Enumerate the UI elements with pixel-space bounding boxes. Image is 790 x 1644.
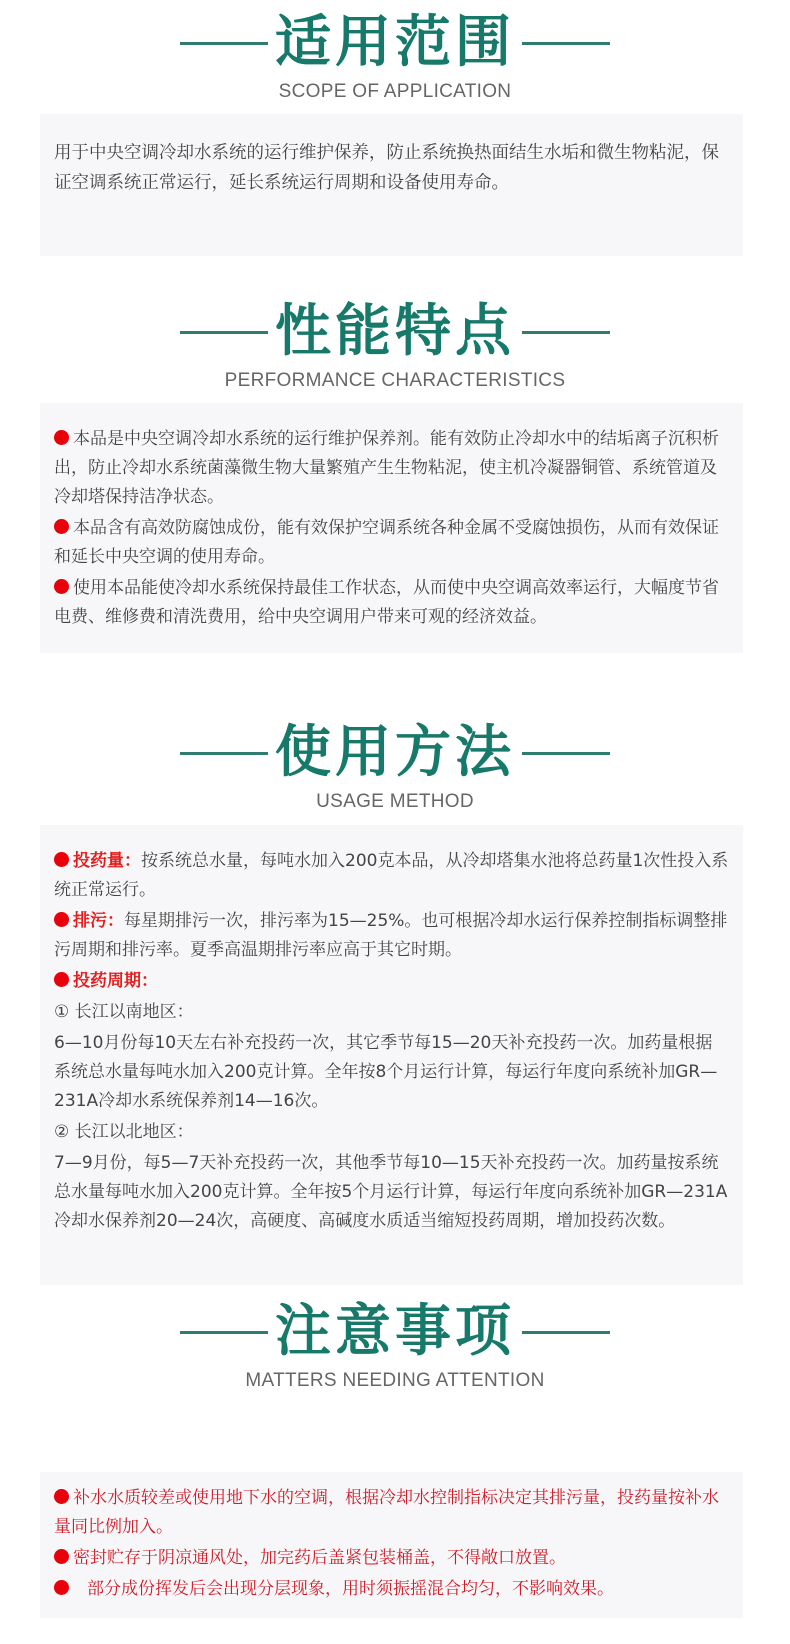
feature-item: 本品含有高效防腐蚀成份，能有效保护空调系统各种金属不受腐蚀损伤，从而有效保证和延长中央空调的使用寿命。 — [54, 518, 719, 567]
usage-discharge: 排污：每星期排污一次，排污率为15—25%。也可根据冷却水运行保养控制指标调整排污周期和排污率。夏季高温期排污率应高于其它时期。 — [54, 911, 728, 960]
north-region-label: ② 长江以北地区： — [54, 1122, 194, 1142]
section-header-performance — [0, 297, 790, 393]
scope-text: 用于中央空调冷却水系统的运行维护保养，防止系统换热面结生水垢和微生物粘泥，保证空调系统正常运行，延长系统运行周期和设备使用寿命。 — [54, 143, 719, 193]
usage-dosage: 投药量：按系统总水量，每吨水加入200克本品，从冷却塔集水池将总药量1次性投入系统正常运行。 — [54, 851, 729, 900]
attention-item: 补水水质较差或使用地下水的空调，根据冷却水控制指标决定其排污量，投药量按补水量同比例加入。 — [54, 1488, 719, 1537]
north-region-text: 7—9月份，每5—7天补充投药一次，其他季节每10—15天补充投药一次。加药量按系统总水量每吨水加入200克计算。全年按5个月运行计算，每运行年度向系统补加GR—231A冷却水保养剂20—24次，高硬度、高碱度水质适当缩短投药周期，增加投药次数。 — [54, 1153, 728, 1231]
bullet-dot-icon — [54, 852, 69, 867]
divider-line-right — [522, 331, 610, 334]
attention-content-box — [40, 1472, 743, 1618]
section-subtitle: USAGE METHOD — [316, 791, 474, 812]
divider-line-right — [522, 1331, 610, 1334]
section-subtitle: PERFORMANCE CHARACTERISTICS — [224, 370, 566, 391]
section-title: 适用范围 — [275, 10, 515, 75]
bullet-dot-icon — [54, 1489, 69, 1504]
scope-content-box — [40, 114, 743, 256]
section-title: 注意事项 — [275, 1299, 515, 1364]
performance-content-box — [40, 403, 743, 653]
south-region-text: 6—10月份每10天左右补充投药一次，其它季节每15—20天补充投药一次。加药量根据系统总水量每吨水加入200克计算。全年按8个月运行计算，每运行年度向系统补加GR—231A冷却水系统保养剂14—16次。 — [54, 1033, 718, 1111]
section-title: 性能特点 — [275, 299, 515, 364]
attention-item: 密封贮存于阴凉通风处，加完药后盖紧包装桶盖，不得敞口放置。 — [54, 1544, 729, 1573]
bullet-dot-icon — [54, 430, 69, 445]
usage-cycle-heading: 投药周期： — [54, 967, 729, 996]
bullet-dot-icon — [54, 579, 69, 594]
feature-item: 本品是中央空调冷却水系统的运行维护保养剂。能有效防止冷却水中的结垢离子沉积析出，防止冷却水系统菌藻微生物大量繁殖产生生物粘泥，使主机冷凝器铜管、系统管道及冷却塔保持洁净状态。 — [54, 429, 719, 507]
section-header-usage — [0, 718, 790, 814]
section-subtitle: MATTERS NEEDING ATTENTION — [245, 1370, 545, 1391]
bullet-dot-icon — [54, 912, 69, 927]
bullet-dot-icon — [54, 519, 69, 534]
south-region-label: ① 长江以南地区： — [54, 1002, 194, 1022]
divider-line-right — [522, 42, 610, 45]
divider-line-right — [522, 752, 610, 755]
bullet-dot-icon — [54, 972, 69, 987]
section-header-scope — [0, 8, 790, 104]
section-header-attention — [0, 1297, 790, 1393]
usage-content-box — [40, 825, 743, 1285]
attention-item: 部分成份挥发后会出现分层现象，用时须振摇混合均匀，不影响效果。 — [54, 1575, 729, 1604]
feature-item: 使用本品能使冷却水系统保持最佳工作状态，从而使中央空调高效率运行，大幅度节省电费、维修费和清洗费用，给中央空调用户带来可观的经济效益。 — [54, 578, 719, 627]
bullet-dot-icon — [54, 1580, 69, 1595]
bullet-dot-icon — [54, 1549, 69, 1564]
section-title: 使用方法 — [275, 720, 515, 785]
section-subtitle: SCOPE OF APPLICATION — [278, 81, 512, 102]
